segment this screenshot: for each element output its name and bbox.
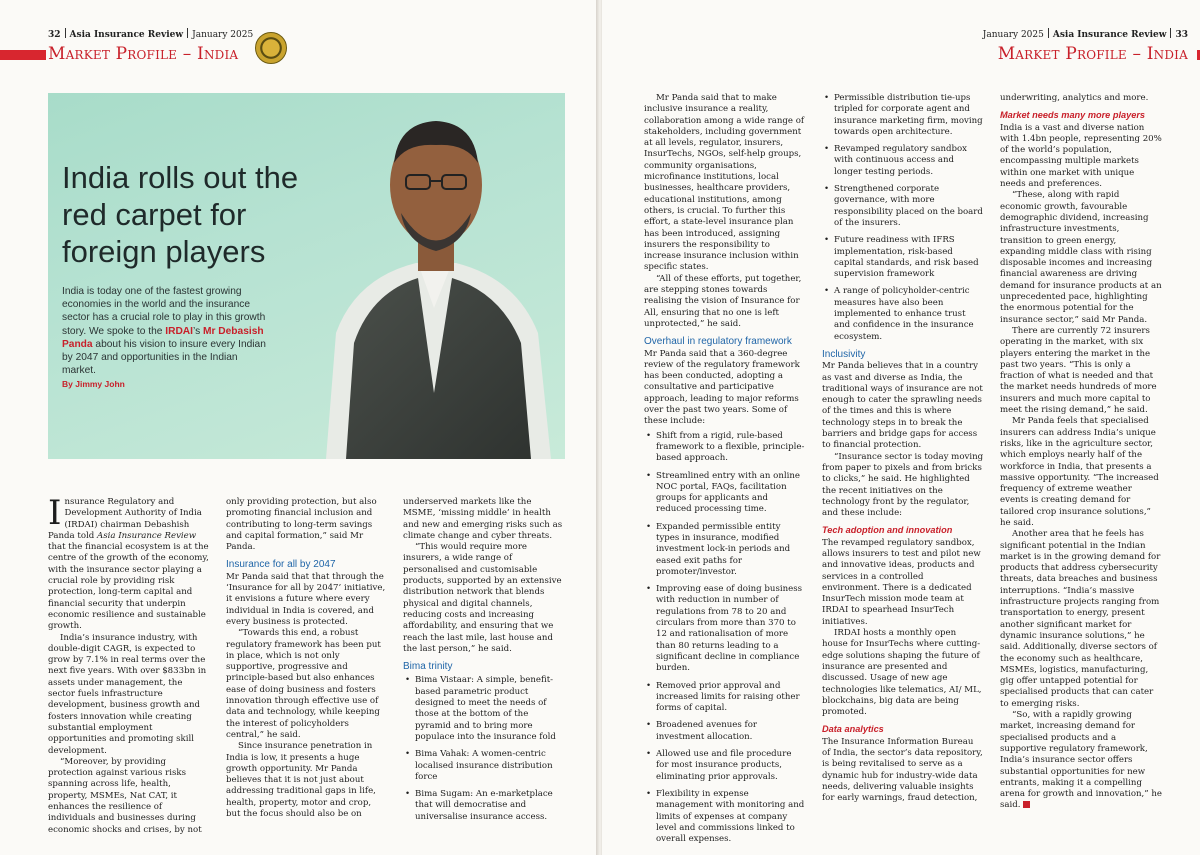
end-mark-icon	[1023, 801, 1030, 808]
body-paragraph: India’s insurance industry, with double-digit CAGR, is expected to grow by 7.1% in real terms over the next five years. With over $833bn in assets under management, the sector fuels infrastructure development, business growth and fosters innovation while creating substantial employment opportunities and promoting skill development.	[48, 632, 207, 756]
section-red-bar	[0, 50, 46, 60]
left-column-2	[226, 497, 388, 820]
body-paragraph	[1000, 710, 1162, 812]
byline: By Jimmy John	[62, 379, 125, 389]
body-paragraph: “This would require more insurers, a wide range of personalised and customisable products, supported by an extensive distribution network that blends physical and digital channels, reducing costs and increasing affordability, and ensuring that we reach the last mile, last house and the last person,” he said.	[403, 542, 562, 654]
subheading: Tech adoption and innovation	[822, 525, 953, 536]
right-page	[602, 0, 1200, 855]
publication-name: Asia Insurance Review	[1052, 30, 1167, 40]
body-text: nsurance Regulatory and Development Authority of India (IRDAI) chairman Debashish Panda told	[48, 497, 202, 541]
issue-date: January 2025	[192, 30, 254, 40]
body-paragraph: Mr Panda believes that in a country as vast and diverse as India, the traditional ways of insurance are not enough to cater the sprawling needs of the times and this is where technology steps in to break the barriers and bridge gaps for access to financial protection.	[822, 361, 983, 451]
subheading: Market needs many more players	[1000, 110, 1146, 121]
hero-banner	[48, 93, 565, 459]
list-item: • Future readiness with IFRS implementation, risk-based capital standards, and risk based supervision framework	[822, 235, 984, 280]
publication-name: Asia Insurance Review	[69, 30, 184, 40]
dek-person-highlight: Mr Debasish Panda	[62, 325, 264, 350]
list-item: • Shift from a rigid, rule-based framework to a flexible, principle-based approach.	[644, 431, 806, 465]
section-title: Market Profile – India	[48, 44, 239, 64]
body-paragraph: “All of these efforts, put together, are stepping stones towards realising the vision of Insurance for All, ensuring that no one is left unprotected,” he said.	[644, 273, 802, 329]
right-column-3	[1000, 93, 1162, 812]
subheading: Data analytics	[822, 724, 884, 735]
bullet-list	[403, 675, 565, 823]
left-column-3	[403, 497, 565, 829]
article-dek	[62, 285, 272, 377]
body-paragraph: Since insurance penetration in India is low, it presents a huge growth opportunity. Mr Panda believes that it is not just about addressing traditional gaps in life, health, property, motor and crop, but the focus should also be on	[226, 741, 376, 820]
list-item: • Revamped regulatory sandbox with continuous access and longer testing periods.	[822, 144, 984, 178]
list-item: • Bima Vistaar: A simple, benefit-based parametric product designed to meet the needs of those at the bottom of the pyramid and to bring more populace into the insurance fold	[403, 675, 565, 743]
body-paragraph: Mr Panda feels that specialised insurers can address India’s unique risks, like in the agriculture sector, which employs nearly half of the workforce in India, that presents a massive opportunity. “The increased frequency of extreme weather events is creating demand for tailored crop insurance solutions,” he said.	[1000, 416, 1159, 528]
body-text: “So, with a rapidly growing market, increasing demand for specialised products and a supportive regulatory framework, India’s insurance sector offers substantial opportunities for new entrants, making it a compelling arena for growth and innovation,” he said.	[1000, 710, 1163, 811]
publication-italic: Asia Insurance Review	[97, 530, 197, 541]
body-paragraph: There are currently 72 insurers operating in the market, with six players entering the market in the past two years. “This is only a fraction of what is needed and that the market needs hundreds of more insurers and much more capital to meet the rising demand,” he said.	[1000, 325, 1157, 416]
emblem-seal-icon	[255, 32, 287, 64]
list-item: • Allowed use and file procedure for most insurance products, eliminating prior approvals.	[644, 749, 806, 783]
list-item: • A range of policyholder-centric measures have also been implemented to enhance trust and confidence in the insurance ecosystem.	[822, 286, 984, 342]
body-paragraph: “These, along with rapid economic growth, favourable demographic dividend, increasing infrastructure investments, transition to green energy, expanding middle class with rising disposable incomes and increasing financial awareness are driving demand for insurance products at an unprecedented pace, highlighting the enormous potential for the insurance sector,” said Mr Panda.	[1000, 190, 1162, 325]
body-paragraph: Mr Panda said that to make inclusive insurance a reality, collaboration among a wide range of stakeholders, including government at all levels, regulator, insurers, InsurTechs, NGOs, self-help groups, community organisations, microfinance institutions, local businesses, healthcare providers, educational institutions, among others, is crucial. To further this effort, a state-level insurance plan has been introduced, assigning insurers the responsibility to increase insurance inclusion within specific states.	[644, 93, 805, 273]
list-item: • Permissible distribution tie-ups tripled for corporate agent and insurance marketing firm, moving towards open architecture.	[822, 93, 984, 138]
body-paragraph: The Insurance Information Bureau of India, the sector’s data repository, is being revitalised to serve as a dynamic hub for industry-wide data needs, delivering valuable insights for early warnings, fraud detection,	[822, 736, 983, 804]
body-paragraph: IRDAI hosts a monthly open house for InsurTechs where cutting-edge solutions shaping the future of insurance are presented and discussed. Usage of new age technologies like telematics, AI/ ML, blockchains, big data are being promoted.	[822, 628, 982, 718]
right-column-1	[644, 93, 806, 851]
right-column-2	[822, 93, 984, 805]
running-header	[48, 28, 253, 40]
list-item: • Removed prior approval and increased limits for raising other forms of capital.	[644, 681, 806, 715]
page-number: 33	[1175, 30, 1188, 40]
list-item: • Bima Vahak: A women-centric localised insurance distribution force	[403, 749, 565, 783]
body-paragraph: underserved markets like the MSME, ‘missing middle’ in health and new and emerging risks such as climate change and cyber threats.	[403, 497, 563, 541]
bullet-list	[822, 93, 984, 343]
running-header	[983, 28, 1188, 40]
dek-text: ’s	[192, 325, 203, 337]
issue-date: January 2025	[982, 30, 1044, 40]
list-item: • Improving ease of doing business with reduction in number of regulations from 78 to 20 and circulars from more than 370 to 12 and rationalisation of more than 80 returns leading to a significant decline in compliance burden.	[644, 584, 806, 674]
section-title: Market Profile – India	[997, 44, 1188, 64]
article-title: India rolls out the red carpet for foreign players	[62, 160, 299, 269]
list-item: • Expanded permissible entity types in insurance, modified investment lock-in periods and eased exit paths for promoter/investor.	[644, 522, 806, 578]
body-paragraph: The revamped regulatory sandbox, allows insurers to test and pilot new and innovative ideas, products and services in a controlled environment. There is a dedicated InsurTech mission mode team at IRDAI to spearhead InsurTech initiatives.	[822, 537, 981, 627]
list-item: • Flexibility in expense management with monitoring and limits of expenses at company level and commissions linked to overall expenses.	[644, 789, 806, 845]
dek-text: India is today one of the fastest growing economies in the world and the insurance sector has a crucial role to play in this growth story. We spoke to the	[62, 286, 266, 337]
page-number: 32	[48, 30, 61, 40]
portrait-photo	[306, 93, 565, 459]
body-paragraph: underwriting, analytics and more.	[1000, 93, 1149, 103]
body-text: that the financial ecosystem is at the centre of the growth of the economy, with the insurance sector playing a crucial role by providing risk protection, long-term capital and financial security that underpin economic resilience and sustainable growth.	[48, 542, 209, 632]
left-column-1	[48, 493, 210, 836]
bullet-list	[644, 431, 806, 846]
subheading: Overhaul in regulatory framework	[644, 336, 792, 348]
body-paragraph: “Towards this end, a robust regulatory framework has been put in place, which is not only supportive, progressive and principle-based but also enhances ease of doing business and fosters innovation through effective use of data and technology, while keeping the interest of policyholders central,” he said.	[226, 628, 381, 740]
list-item: • Strengthened corporate governance, with more responsibility placed on the board of the insurers.	[822, 184, 984, 229]
subheading: Inclusivity	[822, 348, 866, 360]
body-paragraph: only providing protection, but also promoting financial inclusion and contributing to long-term savings and capital formation,” said Mr Panda.	[226, 497, 377, 553]
body-paragraph: “Insurance sector is today moving from paper to pixels and from bricks to clicks,” he said. He highlighted the recent initiatives on the technology front by the regulator, and these include:	[822, 451, 984, 519]
left-page	[0, 0, 598, 855]
body-paragraph: India is a vast and diverse nation with 1.4bn people, representing 20% of the world’s population, encompassing multiple markets within one market with unique needs and preferences.	[1000, 122, 1162, 190]
body-paragraph: “Moreover, by providing protection against various risks spanning across life, health, property, MSMEs, Nat CAT, it enhances the resilience of individuals and businesses during economic shocks and crises, by not	[48, 756, 202, 835]
body-paragraph: Mr Panda said that that through the ‘Insurance for all by 2047’ initiative, it envisions a future where every individual in India is covered, and every business is protected.	[226, 571, 386, 627]
dek-text: about his vision to insure every Indian by 2047 and opportunities in the Indian market.	[62, 338, 266, 377]
subheading: Bima trinity	[403, 661, 453, 673]
body-paragraph: Mr Panda said that a 360-degree review of the regulatory framework has been conducted, adopting a consultative and participative approach, leading to major reforms over the past two years. Some of these include:	[644, 348, 800, 427]
drop-cap: I	[48, 493, 62, 533]
body-paragraph	[48, 493, 210, 633]
list-item: • Bima Sugam: An e-marketplace that will democratise and universalise insurance access.	[403, 789, 565, 823]
subheading: Insurance for all by 2047	[226, 559, 336, 571]
body-paragraph: Another area that he feels has significant potential in the Indian market is in the growing demand for products that address cybersecurity threats, data breaches and business interruptions. “India’s massive infrastructure projects ranging from transportation to energy, present another significant market for dynamic insurance solutions,” he said. Additionally, diverse sectors of the economy such as healthcare, MSMEs, logistics, manufacturing, gig offer untapped potential for specialised products that can cater to emerging risks.	[1000, 529, 1161, 709]
list-item: • Broadened avenues for investment allocation.	[644, 720, 806, 743]
dek-org-highlight: IRDAI	[165, 325, 193, 337]
list-item: • Streamlined entry with an online NOC portal, FAQs, facilitation groups for applicants and reduced processing time.	[644, 471, 806, 516]
